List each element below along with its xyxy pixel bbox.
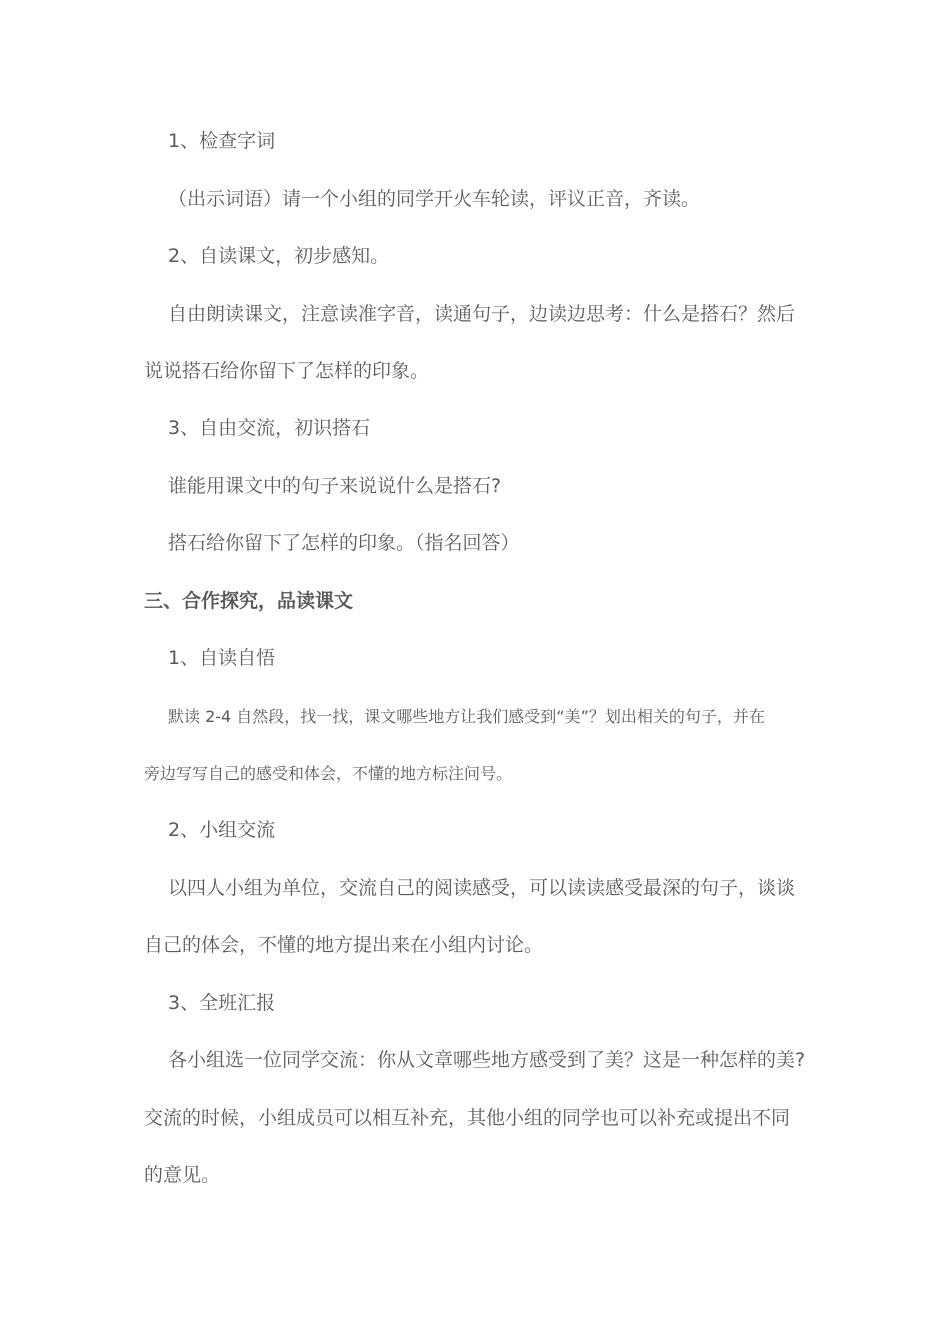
paragraph-group-line2: 自己的体会，不懂的地方提出来在小组内讨论。	[144, 934, 544, 956]
paragraph-report-line3: 的意见。	[144, 1164, 221, 1186]
paragraph-free-read-line2: 说说搭石给你留下了怎样的印象。	[144, 360, 430, 382]
paragraph-silent-read-line1: 默读 2-4 自然段，找一找，课文哪些地方让我们感受到“美”？划出相关的句子，并在	[168, 707, 765, 726]
paragraph-silent-read-line2: 旁边写写自己的感受和体会，不懂的地方标注问号。	[144, 764, 513, 783]
paragraph-free-read-line1: 自由朗读课文，注意读准字音，读通句子，边读边思考：什么是搭石？然后	[168, 303, 796, 325]
paragraph-group-line1: 以四人小组为单位，交流自己的阅读感受，可以读读感受最深的句子，谈谈	[168, 877, 796, 899]
step-3-free-exchange: 3、自由交流，初识搭石	[168, 417, 371, 439]
section-heading-3: 三、合作探究，品读课文	[144, 590, 354, 612]
step-3-class-report: 3、全班汇报	[168, 992, 276, 1014]
paragraph-impression: 搭石给你留下了怎样的印象。（指名回答）	[168, 532, 520, 554]
paragraph-show-words: （出示词语）请一个小组的同学开火车轮读，评议正音，齐读。	[168, 188, 701, 210]
paragraph-report-line1: 各小组选一位同学交流：你从文章哪些地方感受到了美？这是一种怎样的美?	[168, 1049, 806, 1071]
paragraph-question: 谁能用课文中的句子来说说什么是搭石?	[168, 475, 502, 497]
step-1-self-read: 1、自读自悟	[168, 647, 276, 669]
step-1-check-words: 1、检查字词	[168, 130, 276, 152]
paragraph-report-line2: 交流的时候，小组成员可以相互补充，其他小组的同学也可以补充或提出不同	[144, 1107, 791, 1129]
step-2-group-exchange: 2、小组交流	[168, 819, 276, 841]
step-2-self-read: 2、自读课文，初步感知。	[168, 245, 390, 267]
